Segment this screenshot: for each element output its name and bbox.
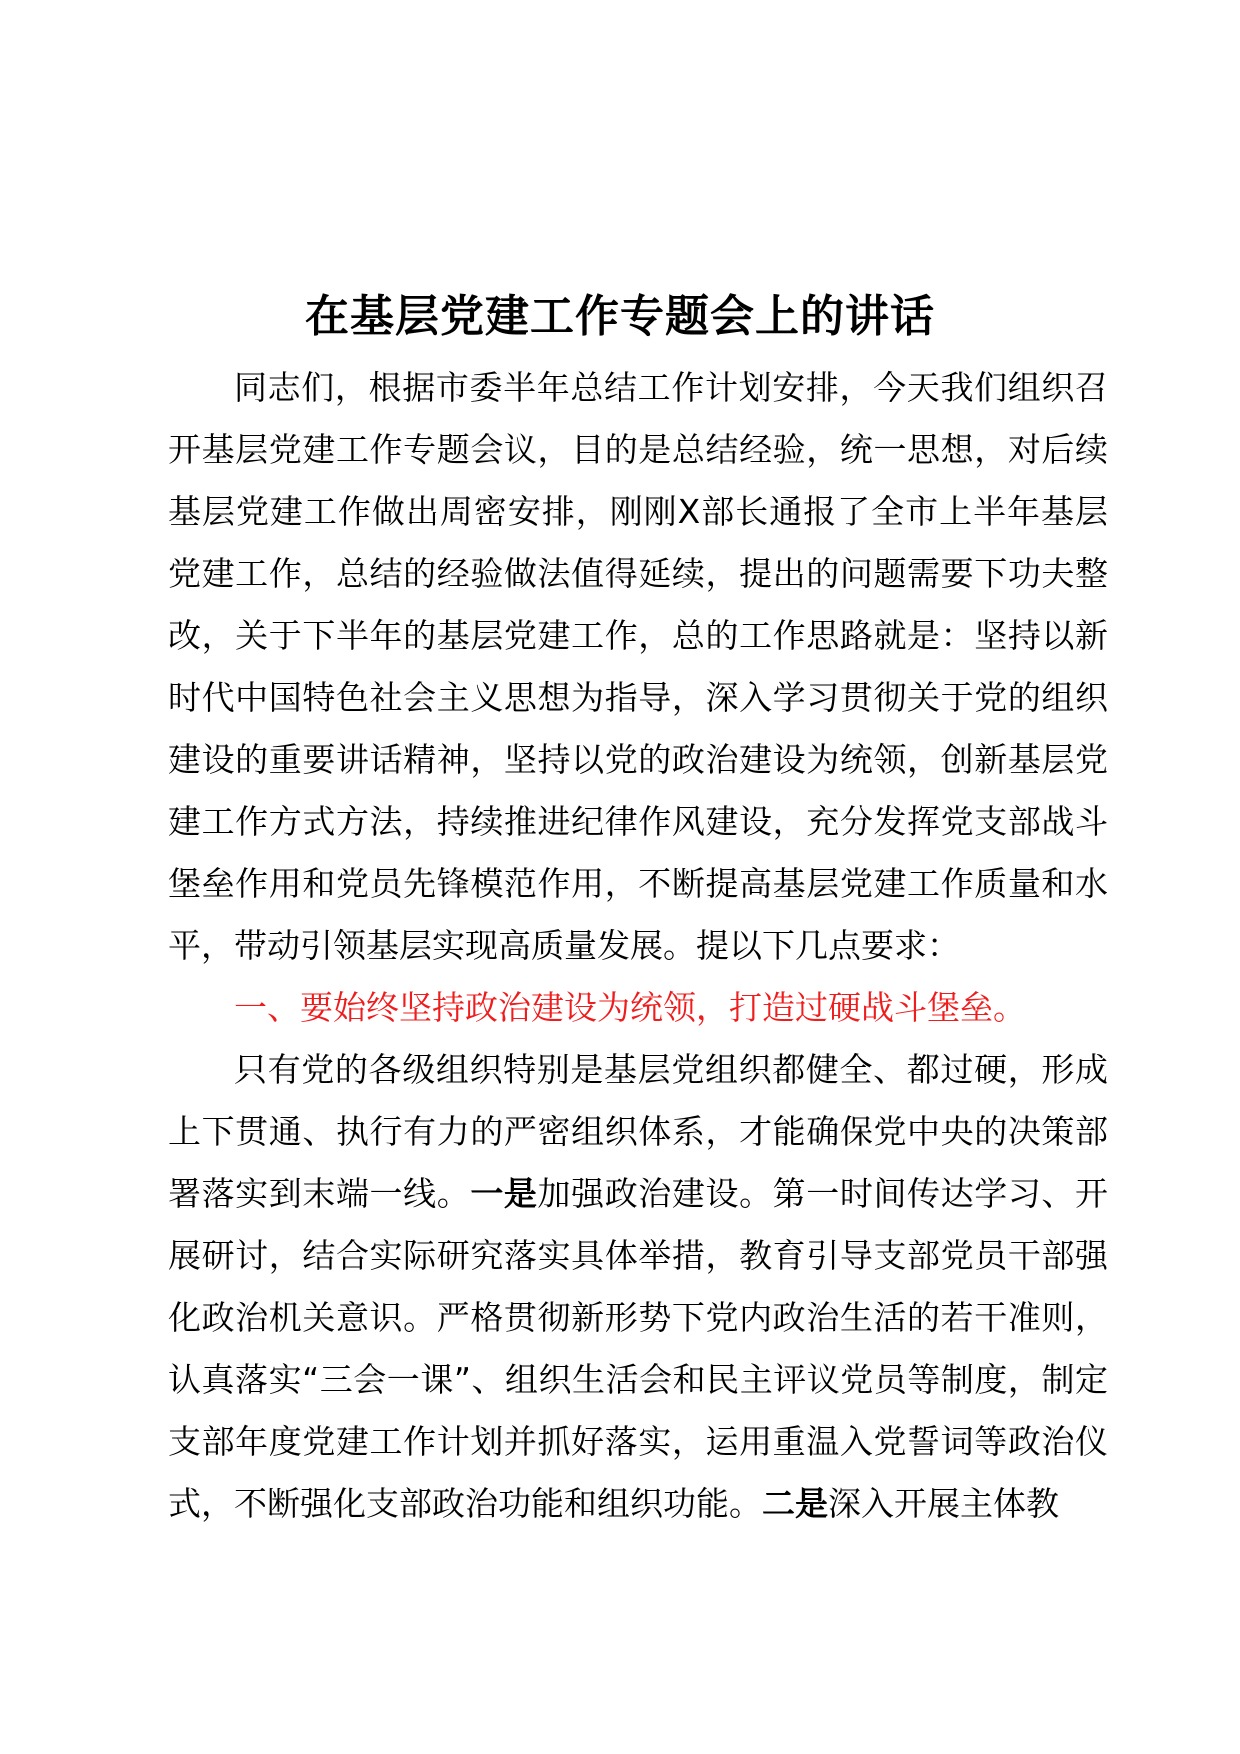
point-2-text: 深入开展主体教 [828,1484,1059,1523]
point-1-label: 一是 [470,1174,538,1213]
document-title: 在基层党建工作专题会上的讲话 [305,291,935,343]
paragraph-opening: 同志们，根据市委半年总结工作计划安排，今天我们组织召开基层党建工作专题会议，目的是总结经验，统一思想，对后续基层党建工作做出周密安排，刚刚X部长通报了全市上半年基层党建工作，总结的经验做法值得延续，提出的问题需要下功夫整改，关于下半年的基层党建工作，总的工作思路就是：坚持以新时代中国特色社会主义思想为指导，深入学习贯彻关于党的组织建设的重要讲话精神，坚持以党的政治建设为统领，创新基层党建工作方式方法，持续推进纪律作风建设，充分发挥党支部战斗堡垒作用和党员先锋模范作用，不断提高基层党建工作质量和水平，带动引领基层实现高质量发展。提以下几点要求： [168,368,1108,965]
paragraph-intro-text: 只有党的各级组织特别是基层党组织都健全、都过硬，形成上下贯通、执行有力的严密组织体系，才能确保党中央的决策部署落实到末端一线。 [168,1050,1108,1213]
section-heading-1: 一、要始终坚持政治建设为统领，打造过硬战斗堡垒。 [234,988,1026,1027]
point-1-text: 加强政治建设。第一时间传达学习、开展研讨，结合实际研究落实具体举措，教育引导支部党员干部强化政治机关意识。严格贯彻新形势下党内政治生活的若干准则，认真落实“三会一课”、组织生活会和民主评议党员等制度，制定支部年度党建工作计划并抓好落实，运用重温入党誓词等政治仪式，不断强化支部政治功能和组织功能。 [168,1174,1109,1523]
paragraph-section-1 [168,1039,1108,1535]
point-2-label: 二是 [762,1484,828,1523]
document-body [168,357,1108,1535]
